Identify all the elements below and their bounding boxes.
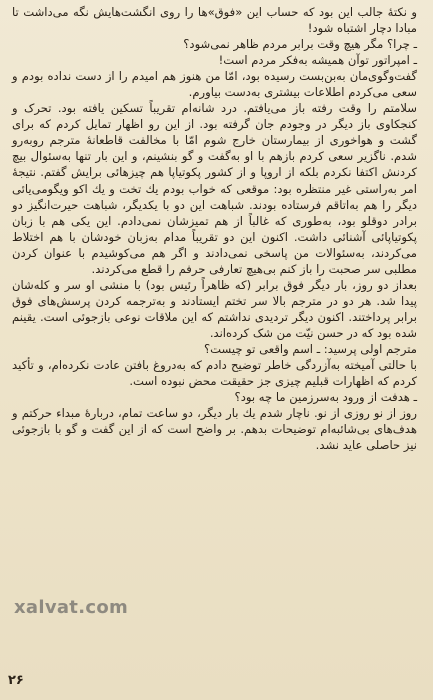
page-number: ۲۶ [8, 673, 24, 688]
paragraph-6: بعداز دو روز، بار دیگر فوق برابر (که ظاهراً رئیس بود) با منشی او سر و کله‌شان پیدا شد. هر دو در مترجم بالا سر تختم ایستادند و به‌ترجمه کردن پرسش‌های فوق برابر پرداختند. اکنون دیگر تردیدی نداشتم که این ملاقات نوعی بازجوئی است. یقینم شده بود که در حسن نیّت من شک کرده‌اند. [12, 277, 417, 340]
paragraph-1: و نکتهٔ جالب این بود که حساب این «فوق»ها را روی انگشت‌هایش نگه می‌داشت تا مبادا دچار اشتباه شود! [12, 5, 417, 36]
page-body-text [12, 4, 417, 453]
paragraph-9: ـ هدفت از ورود به‌سرزمین ما چه بود؟ [234, 390, 417, 405]
paragraph-4: گفت‌وگوی‌مان به‌بن‌بست رسیده بود، امّا من هنوز هم امیدم را از دست نداده بودم و سعی می‌کردم اطلاعات بیشتری به‌دست بیاورم. [12, 69, 417, 100]
paragraph-2: ـ چرا؟ مگر هیچ وقت برابر مردم ظاهر نمی‌شود؟ [183, 37, 417, 52]
paragraph-3: ـ امپراتور توآن همیشه به‌فکر مردم است! [218, 53, 417, 68]
paragraph-5: سلامتم را وقت رفته باز می‌یافتم. درد شانه‌ام تقریباً تسکین یافته بود. تحرک و کنجکاوی باز دیگر در وجودم جان گرفته بود. از این رو اظهار تمایل کردم که برای گشت و هواخوری از بیمارستان خارج شوم امّا با مخالفت قاطعانهٔ مترجم روبه‌رو شدم. ناگزیر سعی کردم بازهم با او به‌گفت و گو بنشینم، و این بار تنها به‌سئوال بیچ کردنش اکتفا نکردم بلکه از اروپا و از کشور پکوتیاپا هم چیزهائی برایش گفتم. نتیجهٔ امر به‌راستی غیر منتظره بود: موقعی که خواب بودم یك تخت و یك اكو ویگومی‌یائی دیگر را هم به‌اتاقم فرستاده بودند. شباهت این دو با یکدیگر، شباهت حیرت‌انگیز دو برادر دوقلو بود، به‌طوری که غالباً از هم تمیزشان نمی‌دادم. این یکی هم با زبان پکوتیاپائی آشنائی داشت. اکنون این دو تقریباً مدام به‌زبان خودشان با هم اختلاط می‌کردند، به‌سئوالات من پاسخی نمی‌دادند و اگر هم می‌کوشیدم با عنوان کردن مطلبی سر صحبت را باز کنم بی‌هیچ تعارفی حرفم را قطع می‌کردند. [12, 101, 417, 276]
watermark: xalvat.com [14, 597, 129, 618]
paragraph-10: روز از نو روزی از نو. ناچار شدم یك بار دیگر، دو ساعت تمام، دربارهٔ مبداء حرکتم و هدف‌های بی‌شائبه‌ام توضیحات بدهم. بر واضح است که از این گفت و گو با بازجوئی نیز حاصلی عاید نشد. [12, 406, 417, 453]
paragraph-7: مترجم اولی پرسید: ـ اسم واقعی تو چیست؟ [203, 341, 417, 356]
paragraph-8: با حالتی آمیخته به‌آزردگی خاطر توضیح دادم که به‌دروغ بافتن عادت نکرده‌ام، و تأکید کردم که اظهارات قبلیم چیزی جز حقیقت محض نبوده است. [12, 358, 417, 389]
